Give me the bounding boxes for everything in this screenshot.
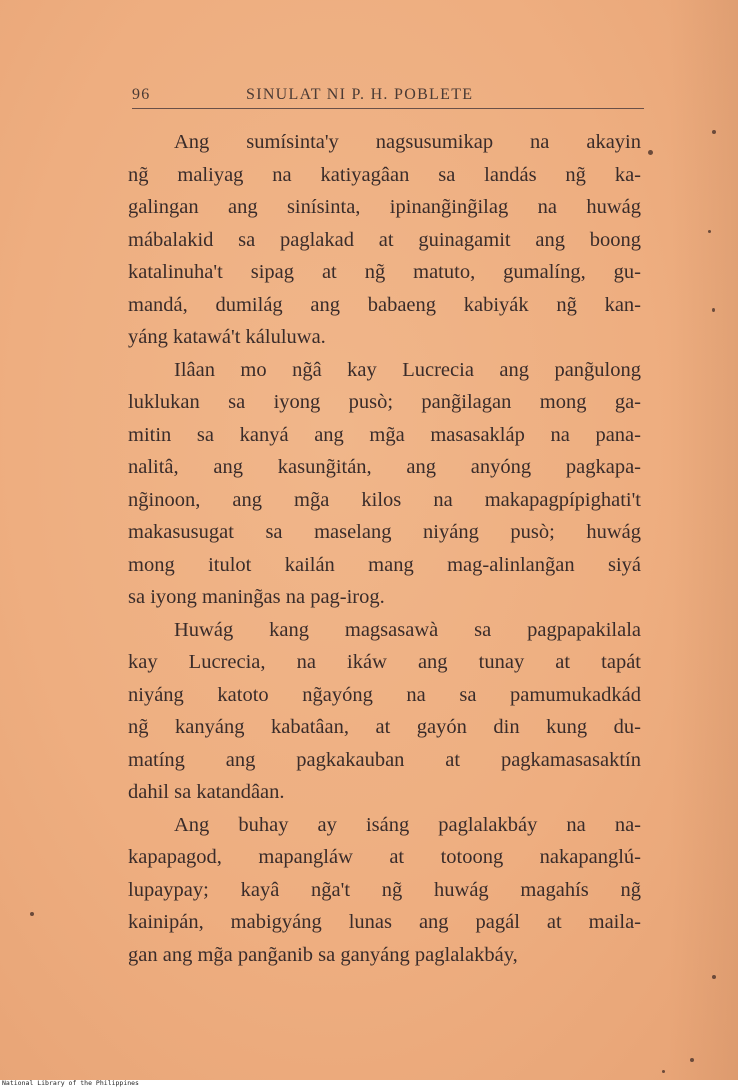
paper-speck: [708, 230, 711, 233]
text-line: gan ang mg̃a pang̃anib sa ganyáng paglalakbáy,: [128, 943, 518, 966]
text-line: yáng katawá't káluluwa.: [128, 326, 326, 348]
text-line: sa iyong maning̃as na pag-irog.: [128, 586, 385, 608]
text-line: galingan ang sinísinta, ipinang̃ing̃ilag na huwág: [128, 196, 641, 218]
text-line: niyáng katoto ng̃ayóng na sa pamumukadkád: [128, 683, 641, 706]
paragraph: [128, 809, 641, 972]
text-line: nalitâ, ang kasung̃itán, ang anyóng pagkapa-: [128, 456, 641, 478]
library-credit: National Library of the Philippines: [2, 1079, 139, 1087]
page-number: 96: [132, 86, 151, 103]
paragraph: [128, 614, 641, 809]
page-edge-shading: [668, 0, 738, 1080]
text-line: mandá, dumilág ang babaeng kabiyák ng̃ kan-: [128, 293, 641, 316]
paragraph: [128, 126, 641, 354]
text-line: Huwág kang magsasawà sa pagpapakilala: [174, 618, 641, 641]
text-line: mábalakid sa paglakad at guinagamit ang boong: [128, 228, 641, 251]
text-line: ng̃inoon, ang mg̃a kilos na makapagpípighati't: [128, 488, 641, 511]
header-rule: [132, 108, 644, 109]
running-title: SINULAT NI P. H. POBLETE: [246, 86, 474, 103]
text-line: luklukan sa iyong pusò; pang̃ilagan mong ga-: [128, 391, 641, 413]
paper-speck: [712, 975, 716, 979]
text-line: dahil sa katandâan.: [128, 781, 285, 803]
paper-speck: [662, 1070, 665, 1073]
text-line: ng̃ maliyag na katiyagâan sa landás ng̃ ka-: [128, 163, 641, 186]
text-line: makasusugat sa maselang niyáng pusò; huwág: [128, 521, 641, 543]
paper-speck: [30, 912, 34, 916]
text-line: Ang sumísinta'y nagsusumikap na akayin: [174, 131, 641, 153]
paper-speck: [712, 308, 715, 312]
text-line: matíng ang pagkakauban at pagkamasasaktín: [128, 748, 641, 771]
text-line: kainipán, mabigyáng lunas ang pagál at maila-: [128, 911, 641, 933]
text-line: katalinuha't sipag at ng̃ matuto, gumalíng, gu-: [128, 261, 641, 283]
paper-speck: [690, 1058, 694, 1062]
paper-speck: [712, 130, 716, 134]
text-line: lupaypay; kayâ ng̃a't ng̃ huwág magahís ng̃: [128, 878, 641, 901]
text-line: Ang buhay ay isáng paglalakbáy na na-: [174, 813, 641, 836]
paragraph: [128, 354, 641, 614]
paper-speck: [648, 150, 653, 155]
text-line: mong itulot kailán mang mag-alinlang̃an siyá: [128, 553, 641, 576]
text-line: Ilâan mo ng̃â kay Lucrecia ang pang̃ulong: [174, 358, 641, 381]
text-line: mitin sa kanyá ang mg̃a masasakláp na pana-: [128, 423, 641, 446]
text-line: kay Lucrecia, na ikáw ang tunay at tapát: [128, 651, 641, 673]
text-line: kapapagod, mapangláw at totoong nakapanglú-: [128, 846, 641, 868]
page-body-text: [128, 126, 641, 971]
text-line: ng̃ kanyáng kabatâan, at gayón din kung du-: [128, 716, 641, 738]
